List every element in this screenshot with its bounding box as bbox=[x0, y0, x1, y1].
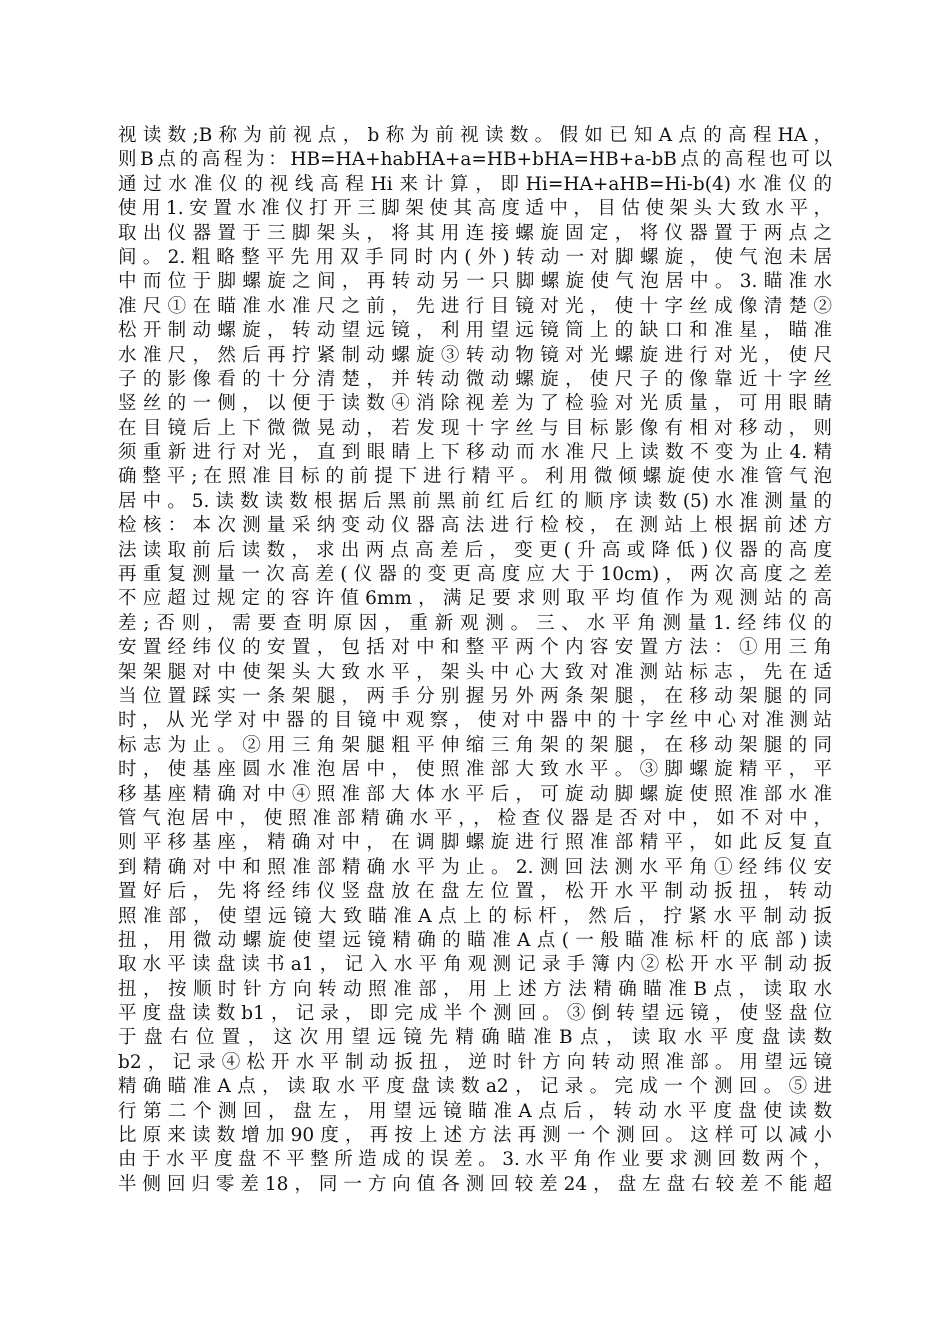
text-line: 居中。5.读数读数根据后黑前黑前红后红的顺序读数(5)水准测量的 bbox=[118, 490, 832, 512]
text-line: 管气泡居中，使照准部精确水平，，检查仪器是否对中，如不对中， bbox=[118, 807, 832, 829]
text-line: b2，记录④松开水平制动扳扭，逆时针方向转动照准部。用望远镜 bbox=[118, 1051, 832, 1073]
text-line: 比原来读数增加90度，再按上述方法再测一个测回。这样可以减小 bbox=[118, 1125, 832, 1147]
text-line: 取出仪器置于三脚架头，将其用连接螺旋固定，将仪器置于两点之 bbox=[118, 222, 832, 244]
text-line: 则B点的高程为：HB=HA+habHA+a=HB+bHA=HB+a-bB点的高程也可以 bbox=[118, 149, 832, 171]
text-line: 平度盘读数b1，记录，即完成半个测回。③倒转望远镜，使竖盘位 bbox=[118, 1003, 832, 1025]
text-line: 架架腿对中使架头大致水平，架头中心大致对准测站标志，先在适 bbox=[118, 661, 832, 683]
text-line: 间。2.粗略整平先用双手同时内(外)转动一对脚螺旋，使气泡未居 bbox=[118, 246, 832, 268]
text-line: 法读取前后读数，求出两点高差后，变更(升高或降低)仪器的高度 bbox=[118, 539, 832, 561]
text-line: 当位置踩实一条架腿，两手分别握另外两条架腿，在移动架腿的同 bbox=[118, 685, 832, 707]
text-line: 须重新进行对光，直到眼睛上下移动而水准尺上读数不变为止4.精 bbox=[118, 442, 832, 464]
text-line: 标志为止。②用三角架腿粗平伸缩三角架的架腿，在移动架腿的同 bbox=[118, 734, 832, 756]
text-line: 时，使基座圆水准泡居中，使照准部大致水平。③脚螺旋精平，平 bbox=[118, 759, 832, 781]
text-line: 竖丝的一侧，以便于读数④消除视差为了检验对光质量，可用眼睛 bbox=[118, 393, 832, 415]
text-line: 行第二个测回，盘左，用望远镜瞄准A点后，转动水平度盘使读数 bbox=[118, 1100, 832, 1122]
text-line: 准尺①在瞄准水准尺之前，先进行目镜对光，使十字丝成像清楚② bbox=[118, 295, 832, 317]
text-line: 通过水准仪的视线高程Hi来计算，即Hi=HA+aHB=Hi-b(4)水准仪的 bbox=[118, 173, 832, 195]
text-line: 半侧回归零差18，同一方向值各测回较差24，盘左盘右较差不能超 bbox=[118, 1173, 832, 1195]
text-line: 扭，按顺时针方向转动照准部，用上述方法精确瞄准B点，读取水 bbox=[118, 978, 832, 1000]
text-line: 精确瞄准A点，读取水平度盘读数a2，记录。完成一个测回。⑤进 bbox=[118, 1076, 832, 1098]
text-line: 由于水平度盘不平整所造成的误差。3.水平角作业要求测回数两个， bbox=[118, 1149, 832, 1171]
text-line: 在目镜后上下微微晃动，若发现十字丝与目标影像有相对移动，则 bbox=[118, 417, 832, 439]
text-line: 安置经纬仪的安置，包括对中和整平两个内容安置方法：①用三角 bbox=[118, 637, 832, 659]
text-line: 不应超过规定的容许值6mm，满足要求则取平均值作为观测站的高 bbox=[118, 588, 832, 610]
text-line: 中而位于脚螺旋之间，再转动另一只脚螺旋使气泡居中。3.瞄准水 bbox=[118, 271, 832, 293]
text-line: 照准部，使望远镜大致瞄准A点上的标杆，然后，拧紧水平制动扳 bbox=[118, 905, 832, 927]
text-line: 子的影像看的十分清楚，并转动微动螺旋，使尺子的像靠近十字丝 bbox=[118, 368, 832, 390]
text-line: 松开制动螺旋，转动望远镜，利用望远镜筒上的缺口和准星，瞄准 bbox=[118, 320, 832, 342]
text-line: 于盘右位置，这次用望远镜先精确瞄准B点，读取水平度盘读数 bbox=[118, 1027, 832, 1049]
text-line: 时，从光学对中器的目镜中观察，使对中器中的十字丝中心对准测站 bbox=[118, 710, 832, 732]
text-line: 移基座精确对中④照准部大体水平后，可旋动脚螺旋使照准部水准 bbox=[118, 783, 832, 805]
text-line: 再重复测量一次高差(仪器的变更高度应大于10cm)，两次高度之差 bbox=[118, 564, 832, 586]
text-line: 扭，用微动螺旋使望远镜精确的瞄准A点(一般瞄准标杆的底部)读 bbox=[118, 929, 832, 951]
body-text bbox=[118, 124, 832, 1197]
text-line: 则平移基座，精确对中，在调脚螺旋进行照准部精平，如此反复直 bbox=[118, 832, 832, 854]
text-line: 置好后，先将经纬仪竖盘放在盘左位置，松开水平制动扳扭，转动 bbox=[118, 881, 832, 903]
text-line: 确整平;在照准目标的前提下进行精平。利用微倾螺旋使水准管气泡 bbox=[118, 466, 832, 488]
text-line: 视读数;B称为前视点，b称为前视读数。假如已知A点的高程HA， bbox=[118, 125, 832, 146]
text-line: 差;否则，需要查明原因，重新观测。三、水平角测量1.经纬仪的 bbox=[118, 612, 832, 634]
text-line: 到精确对中和照准部精确水平为止。2.测回法测水平角①经纬仪安 bbox=[118, 856, 832, 878]
text-line: 取水平读盘读书a1，记入水平角观测记录手簿内②松开水平制动扳 bbox=[118, 954, 832, 976]
text-line: 检核：本次测量采纳变动仪器高法进行检校，在测站上根据前述方 bbox=[118, 515, 832, 537]
text-line: 使用1.安置水准仪打开三脚架使其高度适中，目估使架头大致水平， bbox=[118, 198, 832, 220]
text-line: 水准尺，然后再拧紧制动螺旋③转动物镜对光螺旋进行对光，使尺 bbox=[118, 344, 832, 366]
